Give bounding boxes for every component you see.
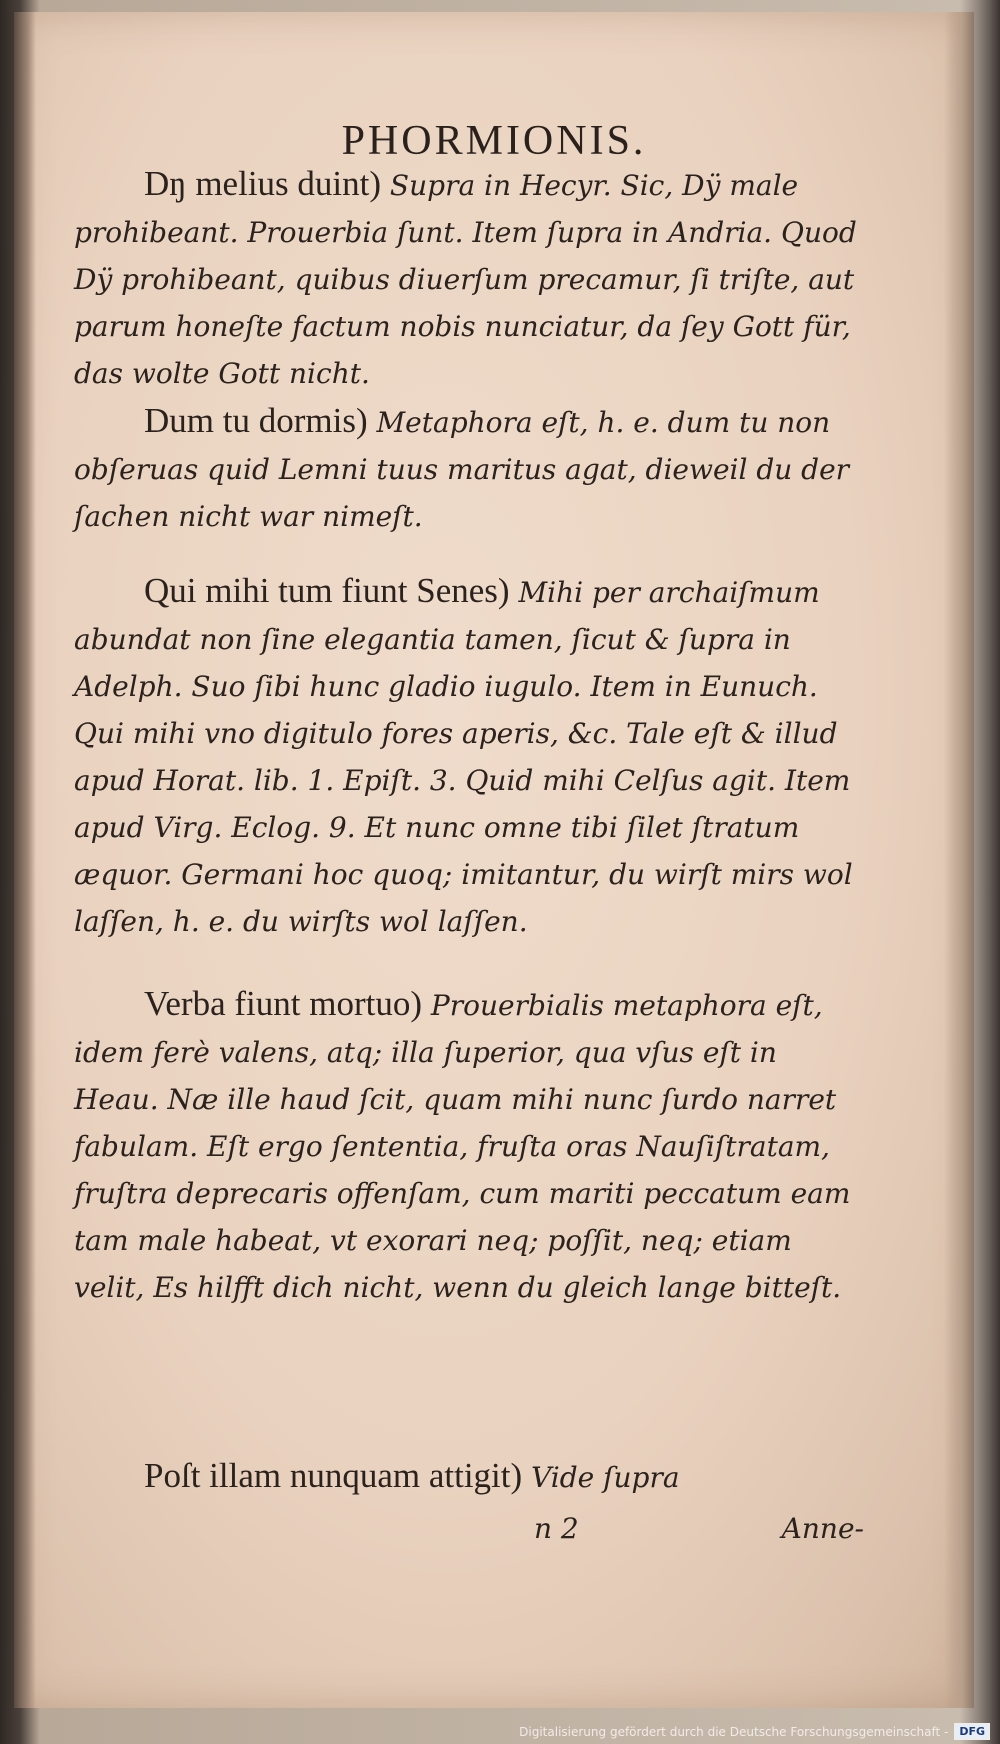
commentary: Supra in Hecyr. Sic, Dÿ male prohibeant. Prouerbia ſunt. Item ſupra in Andria. Quod Dÿ prohibeant, quibus diuerſum precamur, ſi triſte, aut parum honeſte factum nobis nunciatur, da ſey Gott für, das wolte Gott nicht. [74,169,857,390]
digitization-credit [519,1723,990,1740]
lemma: Dŋ melius duint) [144,164,382,203]
catchword: Anne- [781,1512,864,1545]
commentary: Metaphora eſt, h. e. dum tu non obſeruas quid Lemni tuus maritus agat, dieweil du der ſachen nicht war nimeſt. [74,406,850,533]
signature-mark: n 2 [534,1512,579,1545]
lemma: Verba fiunt mortuo) [144,984,422,1023]
book-page [14,12,974,1708]
lemma: Dum tu dormis) [144,401,368,440]
paragraph-2 [74,397,864,540]
commentary: Vide ſupra [522,1461,680,1494]
lemma: Qui mihi tum fiunt Senes) [144,571,510,610]
credit-text: Digitalisierung gefördert durch die Deutsche Forschungsgemeinschaft - [519,1724,949,1739]
commentary: Mihi per archaiſmum abundat non ſine elegantia tamen, ſicut & ſupra in Adelph. Suo ſibi hunc gladio iugulo. Item in Eunuch. Qui mihi vno digitulo fores aperis, &c. Tale eſt & illud apud Horat. lib. 1. Epiſt. 3. Quid mihi Celſus agit. Item apud Virg. Eclog. 9. Et nunc omne tibi ſilet ſtratum æquor. Germani hoc quoq; imitantur, du wirſt mirs wol laſſen, h. e. du wirſts wol laſſen. [74,576,853,938]
lemma: Poſt illam nunquam attigit) [144,1456,523,1495]
paragraph-4 [74,980,864,1311]
page-edge-shadow [944,12,974,1708]
paragraph-3 [74,567,864,945]
paragraph-1 [74,160,864,397]
paragraph-5 [74,1452,864,1501]
running-title: PHORMIONIS. [341,118,647,164]
page-foot-marks [74,1512,864,1562]
commentary: Prouerbialis metaphora eſt, idem ferè valens, atq; illa ſuperior, qua vſus eſt in Heau. Næ ille haud ſcit, quam mihi nunc ſurdo narret fabulam. Eſt ergo ſententia, fruſta oras Nauſiſtratam, fruſtra deprecaris offenſam, cum mariti peccatum eam tam male habeat, vt exorari neq; poſſit, neq; etiam velit, Es hilfft dich nicht, wenn du gleich lange bitteſt. [74,989,851,1304]
page-gutter-shadow [14,12,36,1708]
dfg-logo: DFG [954,1723,990,1740]
